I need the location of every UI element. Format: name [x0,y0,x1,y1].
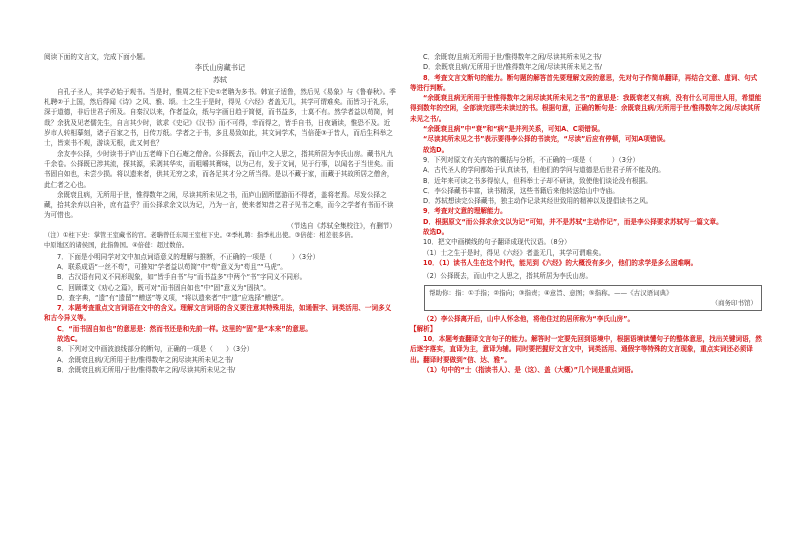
passage-title: 李氏山房藏书记 [194,63,246,73]
q8-option-d: D．余既衰且病/无所用于世/惟得数年之闲/尽读其所未见之书/ [423,63,602,72]
q9-option-c: C．李公择藏书丰富，读书精深，这些书籍后来他转送给山中寺庙。 [423,186,619,195]
instruction: 阅读下面的文言文，完成下面小题。 [44,53,150,61]
q7-answer: 7．本题考查重点文言词语在文中的含义。理解文言词语的含义要注意其特殊用法，如通假字、词类活用、一词多义和古今异义等。 [44,304,392,323]
q8-answer-3: “余既衰且病”中“衰”和“病”是并列关系，可知A、C项错误。 [423,125,605,134]
question-7: 7．下面是小明同学对文中加点词语意义的理解与推断，不正确的一项是（ ）（3分） [57,252,320,261]
q8-option-b: B．余既衰且病无所用/于世/惟得数年之闲/尽读其所未见之书/ [57,365,236,374]
question-8: 8．下列对文中画波浪线部分的断句，正确的一项是（ ）（3分） [57,345,254,354]
q8-option-c: C．余既衰/且病无所用于世/惟得数年之闲/尽读其所未见之书/ [423,53,602,61]
analysis-text: 10．本题考查翻译文言句子的能力。解答时一定要先回到语境中，根据语境读懂句子的整体意思，找出关键词语，然后逐字落实，直译为主，意译为辅。同时要把握好文言文中，词类活用、通假字等特殊的文言现象，重点实词还必须译出。翻译时要做到“信、达、雅”。 [410,335,762,364]
right-column [410,52,762,375]
analysis-tag: 【解析】 [410,324,437,333]
dictionary-hint-source: （商务印书馆） [711,298,757,307]
q7-option-d: D．查字典，“遗”有“遗留”“赠送”等义项，“将以遗来者”中“遗”应选择“赠送”。 [57,293,288,302]
analysis-text-2: （1）句中的“士（指读书人）、是（这）、盖（大概）”几个词是重点词语。 [423,366,638,375]
dictionary-hint-box [424,285,762,311]
q9-option-a: A．古代圣人的学问都始于认真读书，但他们的学问与道德是后世君子所不能及的。 [423,166,665,175]
q7-answer-choice: 故选C。 [57,335,82,344]
q9-answer-2: D．根据原文“而公择求余文以为记”可知，并不是苏轼“主动作记”，而是李公择要求苏轼写一篇文章。 [423,217,723,226]
passage-notes: （注）①柱下史：掌管王室藏书的官。老聃曾任东周王室柱下史。②季札聘：指季札出使。③倍蓰：相差很多倍。 [44,232,357,240]
q10-answer-2: （2）李公择离开后，山中人怀念他，将他住过的居所称为“李氏山房”。 [423,314,635,323]
q9-answer-choice: 故选D。 [423,228,449,237]
q8-answer: 8．考查文言文断句的能力。断句题的解答首先要理解文段的意思，先对句子作简单翻译，再结合文意、虚词、句式等进行判断。 [410,73,758,92]
q8-answer-2: “余既衰且病无所用于世惟得数年之闲尽读其所未见之书”的意思是：我既衰老又有病，没有什么可用世人用，希望能得到数年的空闲，全部读完那些未读过的书。根据句意，正确的断句是：余既衰且病/无所用于世/惟得数年之闲/尽读其所未见之书/。 [410,94,762,123]
q10-sentence-2: （2）公择既去，而山中之人思之，指其所居为李氏山房。 [423,272,593,281]
q7-option-a: A．联系成语“一丝不苟”，可推知“学者益以苟简”中“苟”意义为“苟且”“马虎”。 [57,262,287,271]
passage-author: 苏轼 [213,75,227,84]
q8-answer-4: “尽读其所未见之书”表示要得李公择的书读完，“尽读”后应有停顿，可知A项错误。 [423,135,670,144]
q7-option-c: C．回顾课文《劝心之篇》，既可对“而书固自如也”中“固”意义为“固执”。 [57,283,271,292]
passage-paragraph-3: 余既衰且病，无所用于世，惟得数年之闲，尽读其所未见之书，而庐山固所愿游而不得者，盖将老焉。尽发公择之藏，拾其余弃以自补，庶有益乎？而公择求余文以为记，乃为一言，使来者知昔之君子见书之难，而今之学者有书而不读为可惜也。 [44,190,394,220]
passage-paragraph-2: 余友李公择，少时读书于庐山五老峰下白石庵之僧舍。公择既去，而山中之人思之，指其所居为李氏山房。藏书凡九千余卷。公择既已涉其流，探其源，采剥其华实，而咀嚼其膏味，以为己有，发于文词，见于行事，以闻名于当世矣。而书固自如也，未尝少损。将以遗来者，供其无穷之求，而各足其才分之所当得。是以不藏于家，而藏于其故所居之僧舍，此仁者之心也。 [44,149,394,189]
q9-option-b: B．近年来可读之书多得惊人，但科举士子却不研读，致使他们谈论没有根据。 [423,176,652,185]
q10-answer-1: 10．（1）读书人生在这个时代，能见到《六经》的大概没有多少，他们的求学是多么困难啊。 [423,258,698,267]
passage-source: （节选自《苏轼全集校注》，有删节） [287,221,396,230]
q7-answer-c: C．“而书固自如也”的意思是：然而书还是和先前一样。这里的“固”是“本来”的意思。 [57,324,313,333]
q10-sentence-1: （1）士之生于是时，得见《六经》者盖无几，其学可谓难矣。 [423,248,606,257]
dictionary-hint-text: 帮助你：指：①手指；②指向；③指责；④意旨、意图；⑤指称。——《古汉语词典》 [429,288,673,297]
question-9: 9．下列对原文有关内容的概括与分析，不正确的一项是（ ）（3分） [423,155,640,164]
passage-paragraph-1: 自孔子圣人，其学必始于观书。当是时，惟周之柱下史①老聃为多书。韩宣子适鲁，然后见《易象》与《鲁春秋》。季札聘②于上国，然后得闻《诗》之风、雅、颂。士之生于是时，得见《六经》者盖无几，其学可谓难矣。而皆习于礼乐，深于道德，非后世君子所及。自秦汉以来，作者益众，纸与字画日趋于简便，而书益多，士莫不有。然学者益以苟简，何哉？余犹及见老儒先生，自言其少时，欲求《史记》《汉书》而不可得，幸而得之，皆手自书，日夜诵读，惟恐不及。近岁市人转相摹刻，诸子百家之书，日传万纸。学者之于书，多且易致如此，其文词学术，当倍蓰③于昔人，而后生科举之士，皆束书不观，游谈无根，此又何也？ [44,87,396,148]
q9-option-d: D．苏轼想读完公择藏书，独主动作记录其经世致用的精神以及提倡读书之风。 [423,197,653,206]
passage-notes-extra: 中原地区的诸侯国，此指鲁国。④倍蓰：超过数倍。 [44,242,189,250]
q7-option-b: B．古汉语有同义不同形现象，如“皆手自书”与“而书益多”中两个“书”字同义不同形。 [57,273,307,282]
q9-answer: 9．考查对文意的理解能力。 [423,207,507,216]
q8-answer-choice: 故选D。 [423,145,449,154]
question-10: 10．把文中画横线的句子翻译成现代汉语。（8分） [423,238,571,247]
left-column [44,52,396,375]
q8-option-a: A．余既衰且病/无所用于世/惟得数年之闲尽读其所未见之书/ [57,355,234,364]
